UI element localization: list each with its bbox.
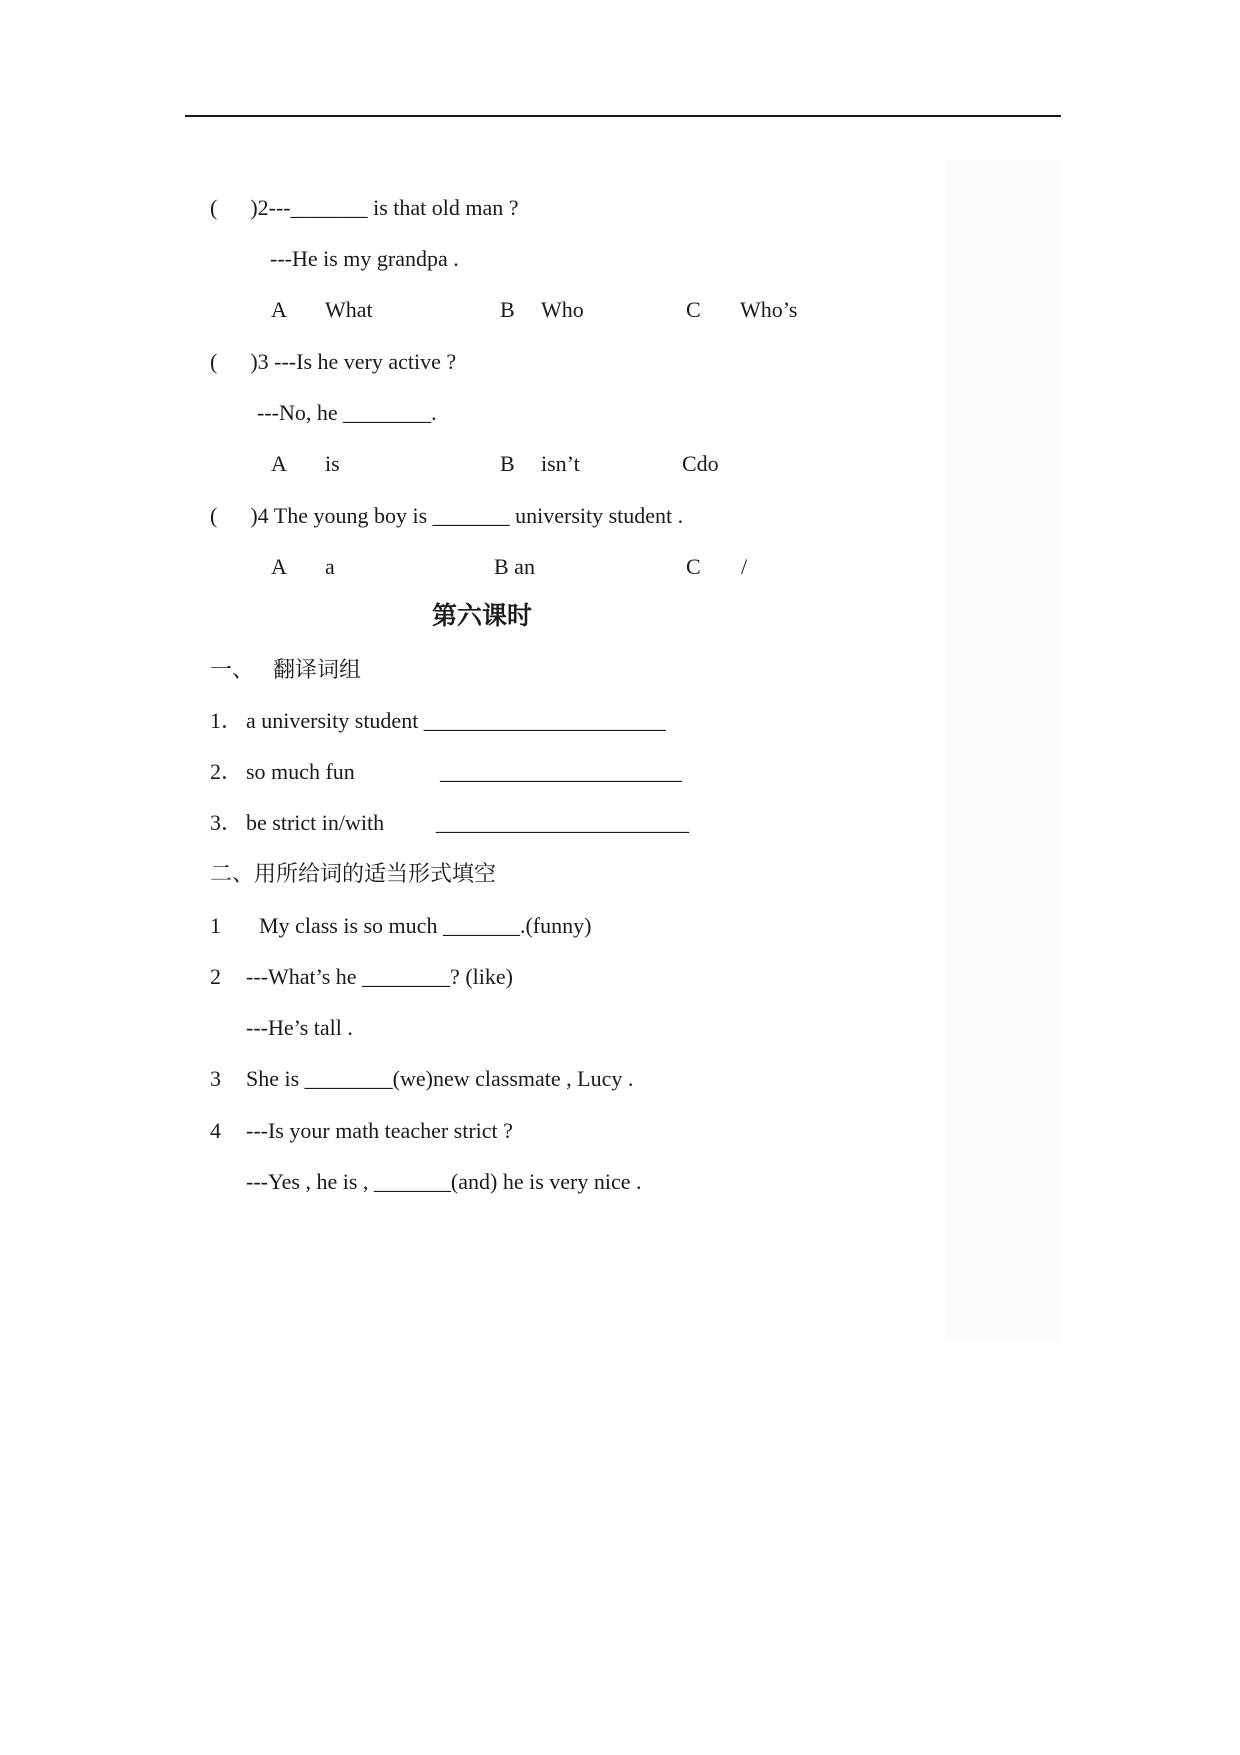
section1-item-1-text: a university student ______________________ — [246, 708, 666, 733]
q3-option-b-letter: B — [500, 451, 515, 476]
q3-option-c: Cdo — [682, 451, 719, 476]
q2-stem: ( )2---_______ is that old man ? — [210, 195, 519, 220]
section2-item-4-answer: ---Yes , he is , _______(and) he is very nice . — [246, 1169, 642, 1194]
section1-item-2-blank: ______________________ — [440, 759, 682, 784]
section2-item-3-number: 3 — [210, 1066, 221, 1091]
q3-stem: ( )3 ---Is he very active ? — [210, 349, 457, 374]
q2-option-b-text: Who — [541, 297, 584, 322]
header-rule — [185, 115, 1061, 117]
q4-option-a-letter: A — [271, 554, 287, 579]
q3-option-b-text: isn’t — [541, 451, 580, 476]
q3-option-a-text: is — [325, 451, 340, 476]
q4-option-a-text: a — [325, 554, 335, 579]
q2-option-b-letter: B — [500, 297, 515, 322]
section2-item-2-text: ---What’s he ________? (like) — [246, 964, 513, 989]
section2-item-2-answer: ---He’s tall . — [246, 1015, 353, 1040]
section2-item-1-number: 1 — [210, 913, 221, 938]
section2-item-4-text: ---Is your math teacher strict ? — [246, 1118, 513, 1143]
q4-option-c-letter: C — [686, 554, 701, 579]
q3-option-a-letter: A — [271, 451, 287, 476]
section1-item-3-text: be strict in/with — [246, 810, 385, 835]
section1-item-2-number: 2． — [210, 759, 244, 784]
section1-heading: 翻译词组 — [273, 657, 362, 682]
section2-item-3-text: She is ________(we)new classmate , Lucy . — [246, 1066, 634, 1091]
page-shade — [945, 160, 1060, 1340]
section2-item-4-number: 4 — [210, 1118, 221, 1143]
section2-heading: 二、用所给词的适当形式填空 — [210, 861, 497, 886]
q2-option-c-text: Who’s — [740, 297, 798, 322]
q2-option-a-text: What — [325, 297, 373, 322]
section1-item-2-text: so much fun — [246, 759, 355, 784]
lesson-title: 第六课时 — [432, 603, 533, 630]
section1-item-1-number: 1． — [210, 708, 244, 733]
q2-option-c-letter: C — [686, 297, 701, 322]
section1-item-3-number: 3． — [210, 810, 244, 835]
section2-item-1-text: My class is so much _______.(funny) — [259, 913, 592, 938]
q4-stem: ( )4 The young boy is _______ university student . — [210, 503, 684, 528]
q4-option-b: B an — [494, 554, 535, 579]
q4-option-c-text: / — [741, 554, 748, 579]
q2-answer: ---He is my grandpa . — [270, 246, 459, 271]
section2-item-2-number: 2 — [210, 964, 221, 989]
section1-item-3-blank: _______________________ — [436, 810, 689, 835]
q2-option-a-letter: A — [271, 297, 287, 322]
q3-answer: ---No, he ________. — [257, 400, 437, 425]
section1-number: 一、 — [210, 657, 255, 682]
